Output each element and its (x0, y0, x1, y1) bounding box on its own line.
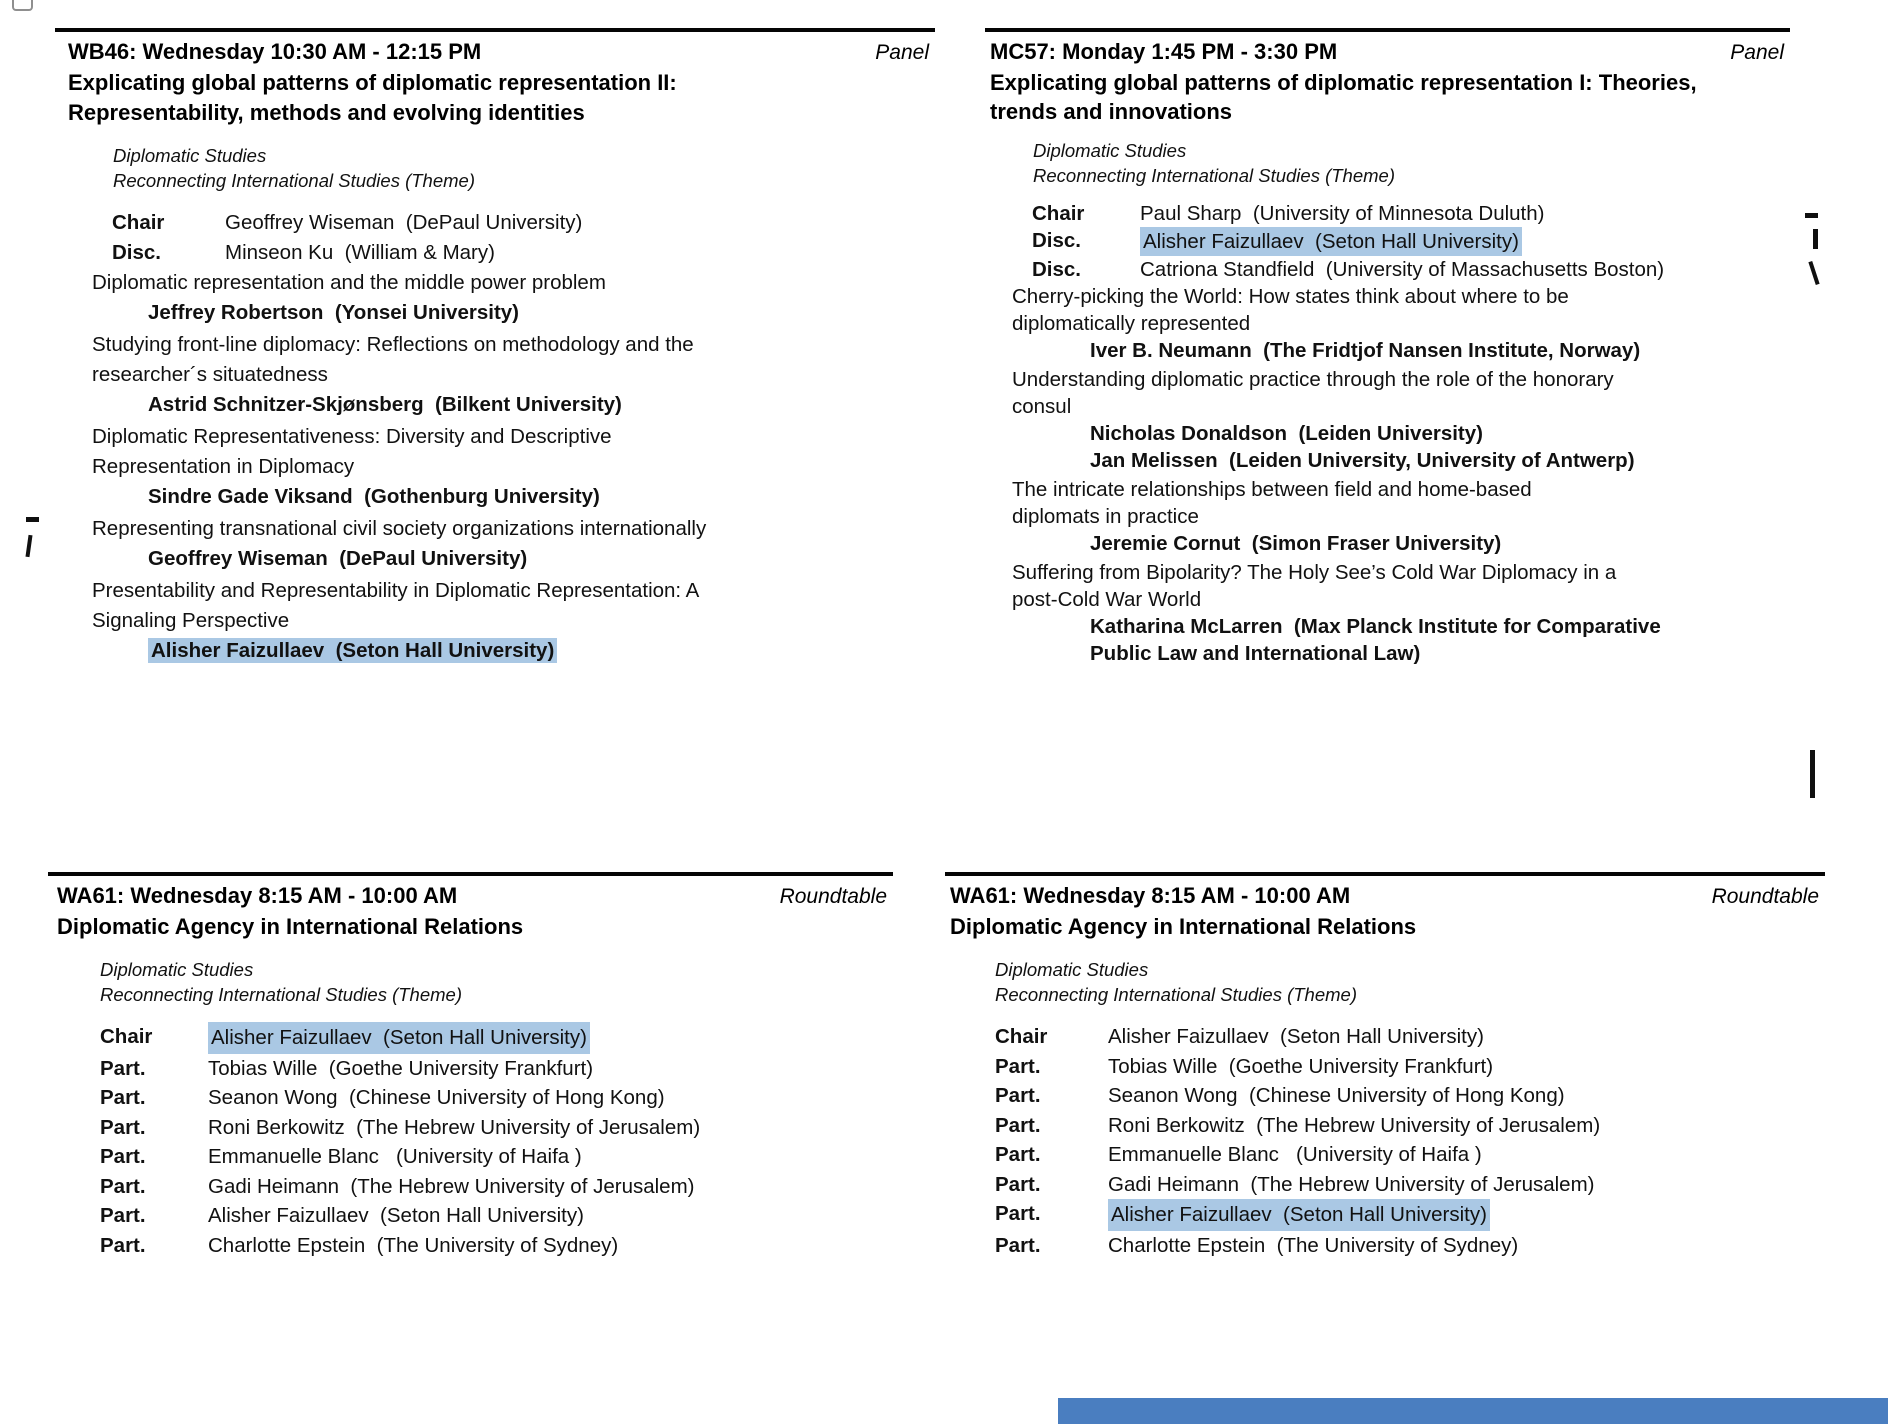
paper-entry (985, 559, 1790, 667)
participant-row (48, 1172, 893, 1202)
paper-title-line: Understanding diplomatic practice through the role of the honorary (1012, 368, 1614, 391)
participant-row (945, 1022, 1825, 1052)
role-label: Part. (100, 1056, 146, 1080)
participant-row (945, 1052, 1825, 1082)
participant-name: Tobias Wille (Goethe University Frankfurt) (1108, 1054, 1494, 1078)
role-label: Part. (100, 1115, 146, 1139)
session-code: WA61: Wednesday 8:15 AM - 10:00 AM (57, 883, 458, 908)
theme-label: Reconnecting International Studies (Theme) (995, 984, 1357, 1005)
role-label: Part. (995, 1202, 1041, 1225)
paper-author (55, 636, 935, 666)
participant-name: Roni Berkowitz (The Hebrew University of Jerusalem) (208, 1115, 701, 1139)
participant-name: Emmanuelle Blanc (University of Haifa ) (208, 1145, 582, 1168)
role-label: Part. (995, 1084, 1041, 1107)
role-label: Disc. (1032, 229, 1081, 252)
role-label: Part. (100, 1174, 146, 1198)
paper-title-line: Diplomatic Representativeness: Diversity and Descriptive (92, 425, 612, 448)
panel-wa61-left (48, 872, 893, 1260)
role-label: Part. (100, 1233, 146, 1257)
paper-title-line: Studying front-line diplomacy: Reflections on methodology and the (92, 333, 694, 356)
scrollbar-thumb[interactable] (1058, 1398, 1888, 1424)
participant-name: Tobias Wille (Goethe University Frankfurt) (208, 1056, 594, 1080)
theme-label: Reconnecting International Studies (Theme) (1033, 165, 1395, 186)
paper-entry (55, 422, 935, 512)
track-label: Diplomatic Studies (1033, 140, 1187, 161)
paper-author (985, 640, 1790, 667)
participant-list (48, 1022, 893, 1260)
role-label: Chair (112, 211, 165, 234)
participant-name: Emmanuelle Blanc (University of Haifa ) (1108, 1143, 1482, 1166)
participant-row (48, 1113, 893, 1143)
author-name: Jan Melissen (Leiden University, University of Antwerp) (1090, 449, 1635, 472)
participant-name: Roni Berkowitz (The Hebrew University of Jerusalem) (1108, 1113, 1601, 1137)
paper-title-line: Signaling Perspective (92, 609, 290, 632)
role-row (985, 256, 1790, 283)
track-label: Diplomatic Studies (995, 959, 1149, 980)
left-margin-dash-mark (26, 517, 39, 522)
session-type: Panel (1730, 41, 1784, 64)
participant-row (48, 1054, 893, 1084)
session-subject (945, 957, 1825, 1007)
paper-title-line: Representation in Diplomacy (92, 455, 355, 478)
track-label: Diplomatic Studies (113, 145, 267, 166)
role-name: Geoffrey Wiseman (DePaul University) (225, 211, 583, 234)
paper-entry (55, 514, 935, 574)
paper-entry (55, 268, 935, 328)
role-name: Minseon Ku (William & Mary) (225, 241, 495, 264)
panel-wa61-right (945, 872, 1825, 1260)
session-title-line: Explicating global patterns of diplomatic representation I: Theories, (990, 70, 1697, 95)
session-type: Panel (875, 41, 929, 64)
role-label: Disc. (112, 241, 161, 264)
participant-list (945, 1022, 1825, 1260)
session-roles (55, 208, 935, 268)
paper-entry (55, 576, 935, 666)
participant-row (48, 1201, 893, 1231)
session-header (48, 881, 893, 912)
role-label: Part. (995, 1054, 1041, 1078)
paper-title-line: consul (1012, 395, 1072, 418)
session-title-line: trends and innovations (990, 99, 1233, 124)
participant-row (48, 1142, 893, 1172)
role-label: Part. (100, 1145, 146, 1168)
paper-title-line: Suffering from Bipolarity? The Holy See’s Cold War Diplomacy in a (1012, 561, 1617, 584)
participant-name: Seanon Wong (Chinese University of Hong Kong) (1108, 1084, 1565, 1107)
paper-author (985, 447, 1790, 474)
author-name: Nicholas Donaldson (Leiden University) (1090, 422, 1483, 445)
session-type: Roundtable (1711, 885, 1819, 908)
participant-row (48, 1083, 893, 1113)
author-name: Sindre Gade Viksand (Gothenburg University) (148, 485, 600, 508)
session-title-line: Explicating global patterns of diplomatic representation II: (68, 70, 677, 95)
role-label: Part. (995, 1113, 1041, 1137)
track-label: Diplomatic Studies (100, 959, 254, 980)
author-name: Katharina McLarren (Max Planck Institute for Comparative (1090, 615, 1661, 638)
right-margin-backslash-mark (1808, 261, 1819, 285)
session-header (55, 37, 935, 68)
participant-row (945, 1231, 1825, 1261)
paper-author (55, 298, 935, 328)
participant-row (48, 1022, 893, 1054)
participant-name: Gadi Heimann (The Hebrew University of Jerusalem) (1108, 1172, 1595, 1196)
paper-entry (985, 476, 1790, 557)
session-subject (985, 138, 1790, 188)
session-code: WB46: Wednesday 10:30 AM - 12:15 PM (68, 39, 482, 64)
role-row (985, 227, 1790, 256)
paper-author (55, 390, 935, 420)
paper-entry (985, 283, 1790, 364)
paper-title-line: post-Cold War World (1012, 588, 1202, 611)
participant-row (945, 1199, 1825, 1231)
paper-author (55, 482, 935, 512)
text-cursor (1810, 750, 1815, 798)
session-type: Roundtable (779, 885, 887, 908)
paper-title-line: researcher´s situatedness (92, 363, 328, 386)
panel-mc57 (985, 28, 1790, 669)
paper-entry (985, 366, 1790, 474)
participant-row (945, 1140, 1825, 1170)
role-row (55, 208, 935, 238)
role-label: Disc. (1032, 258, 1081, 281)
panel-wb46 (55, 28, 935, 668)
session-code: WA61: Wednesday 8:15 AM - 10:00 AM (950, 883, 1351, 908)
clipped-corner-box-icon (12, 0, 33, 11)
role-label: Part. (100, 1086, 146, 1109)
paper-title-line: Diplomatic representation and the middle power problem (92, 271, 606, 294)
session-subject (55, 143, 935, 193)
paper-title-line: Cherry-picking the World: How states think about where to be (1012, 285, 1569, 308)
session-header (945, 881, 1825, 912)
role-name: Catriona Standfield (University of Massachusetts Boston) (1140, 258, 1665, 281)
author-name: Jeffrey Robertson (Yonsei University) (148, 301, 519, 324)
paper-author (55, 544, 935, 574)
participant-row (945, 1170, 1825, 1200)
participant-name: Charlotte Epstein (The University of Sydney) (208, 1233, 619, 1257)
session-title-line: Diplomatic Agency in International Relations (57, 914, 524, 939)
role-label: Part. (995, 1233, 1041, 1257)
paper-title-line: diplomats in practice (1012, 505, 1199, 528)
theme-label: Reconnecting International Studies (Theme) (100, 984, 462, 1005)
role-label: Part. (995, 1172, 1041, 1196)
paper-author (985, 613, 1790, 640)
role-label: Part. (100, 1204, 146, 1227)
paper-author (985, 337, 1790, 364)
paper-title-line: Representing transnational civil society organizations internationally (92, 517, 707, 540)
author-name: Iver B. Neumann (The Fridtjof Nansen Institute, Norway) (1090, 339, 1641, 362)
paper-title-line: The intricate relationships between field and home-based (1012, 478, 1532, 501)
right-margin-bar-mark (1813, 229, 1818, 249)
author-name: Astrid Schnitzer-Skjønsberg (Bilkent University) (148, 393, 622, 416)
paper-list (985, 283, 1790, 667)
highlighted-participant-name: Alisher Faizullaev (Seton Hall University) (1108, 1199, 1490, 1231)
author-name: Jeremie Cornut (Simon Fraser University) (1090, 532, 1502, 555)
author-name: Geoffrey Wiseman (DePaul University) (148, 547, 528, 570)
role-label: Chair (1032, 202, 1085, 225)
participant-row (48, 1231, 893, 1261)
highlighted-author-name: Alisher Faizullaev (Seton Hall University) (148, 638, 557, 663)
participant-name: Seanon Wong (Chinese University of Hong Kong) (208, 1086, 665, 1109)
participant-name: Gadi Heimann (The Hebrew University of Jerusalem) (208, 1174, 695, 1198)
highlighted-role-name: Alisher Faizullaev (Seton Hall University) (1140, 227, 1522, 256)
participant-name: Alisher Faizullaev (Seton Hall University) (1108, 1025, 1484, 1048)
paper-author (985, 530, 1790, 557)
role-row (55, 238, 935, 268)
role-name: Paul Sharp (University of Minnesota Duluth) (1140, 202, 1545, 225)
author-name: Public Law and International Law) (1090, 642, 1421, 665)
paper-entry (55, 330, 935, 420)
paper-author (985, 420, 1790, 447)
session-roles (985, 200, 1790, 283)
participant-row (945, 1111, 1825, 1141)
left-margin-stroke-mark (25, 535, 32, 557)
theme-label: Reconnecting International Studies (Theme) (113, 170, 475, 191)
session-title-line: Diplomatic Agency in International Relations (950, 914, 1417, 939)
role-label: Chair (100, 1025, 153, 1048)
role-label: Chair (995, 1025, 1048, 1048)
paper-title-line: Presentability and Representability in Diplomatic Representation: A (92, 579, 700, 602)
right-margin-dash-mark (1805, 213, 1818, 218)
session-title-line: Representability, methods and evolving identities (68, 100, 585, 125)
participant-row (945, 1081, 1825, 1111)
session-code: MC57: Monday 1:45 PM - 3:30 PM (990, 39, 1338, 64)
paper-title-line: diplomatically represented (1012, 312, 1251, 335)
session-subject (48, 957, 893, 1007)
role-label: Part. (995, 1143, 1041, 1166)
session-header (985, 37, 1790, 68)
paper-list (55, 268, 935, 666)
role-row (985, 200, 1790, 227)
highlighted-participant-name: Alisher Faizullaev (Seton Hall University) (208, 1022, 590, 1054)
participant-name: Charlotte Epstein (The University of Sydney) (1108, 1233, 1519, 1257)
participant-name: Alisher Faizullaev (Seton Hall University) (208, 1204, 584, 1227)
